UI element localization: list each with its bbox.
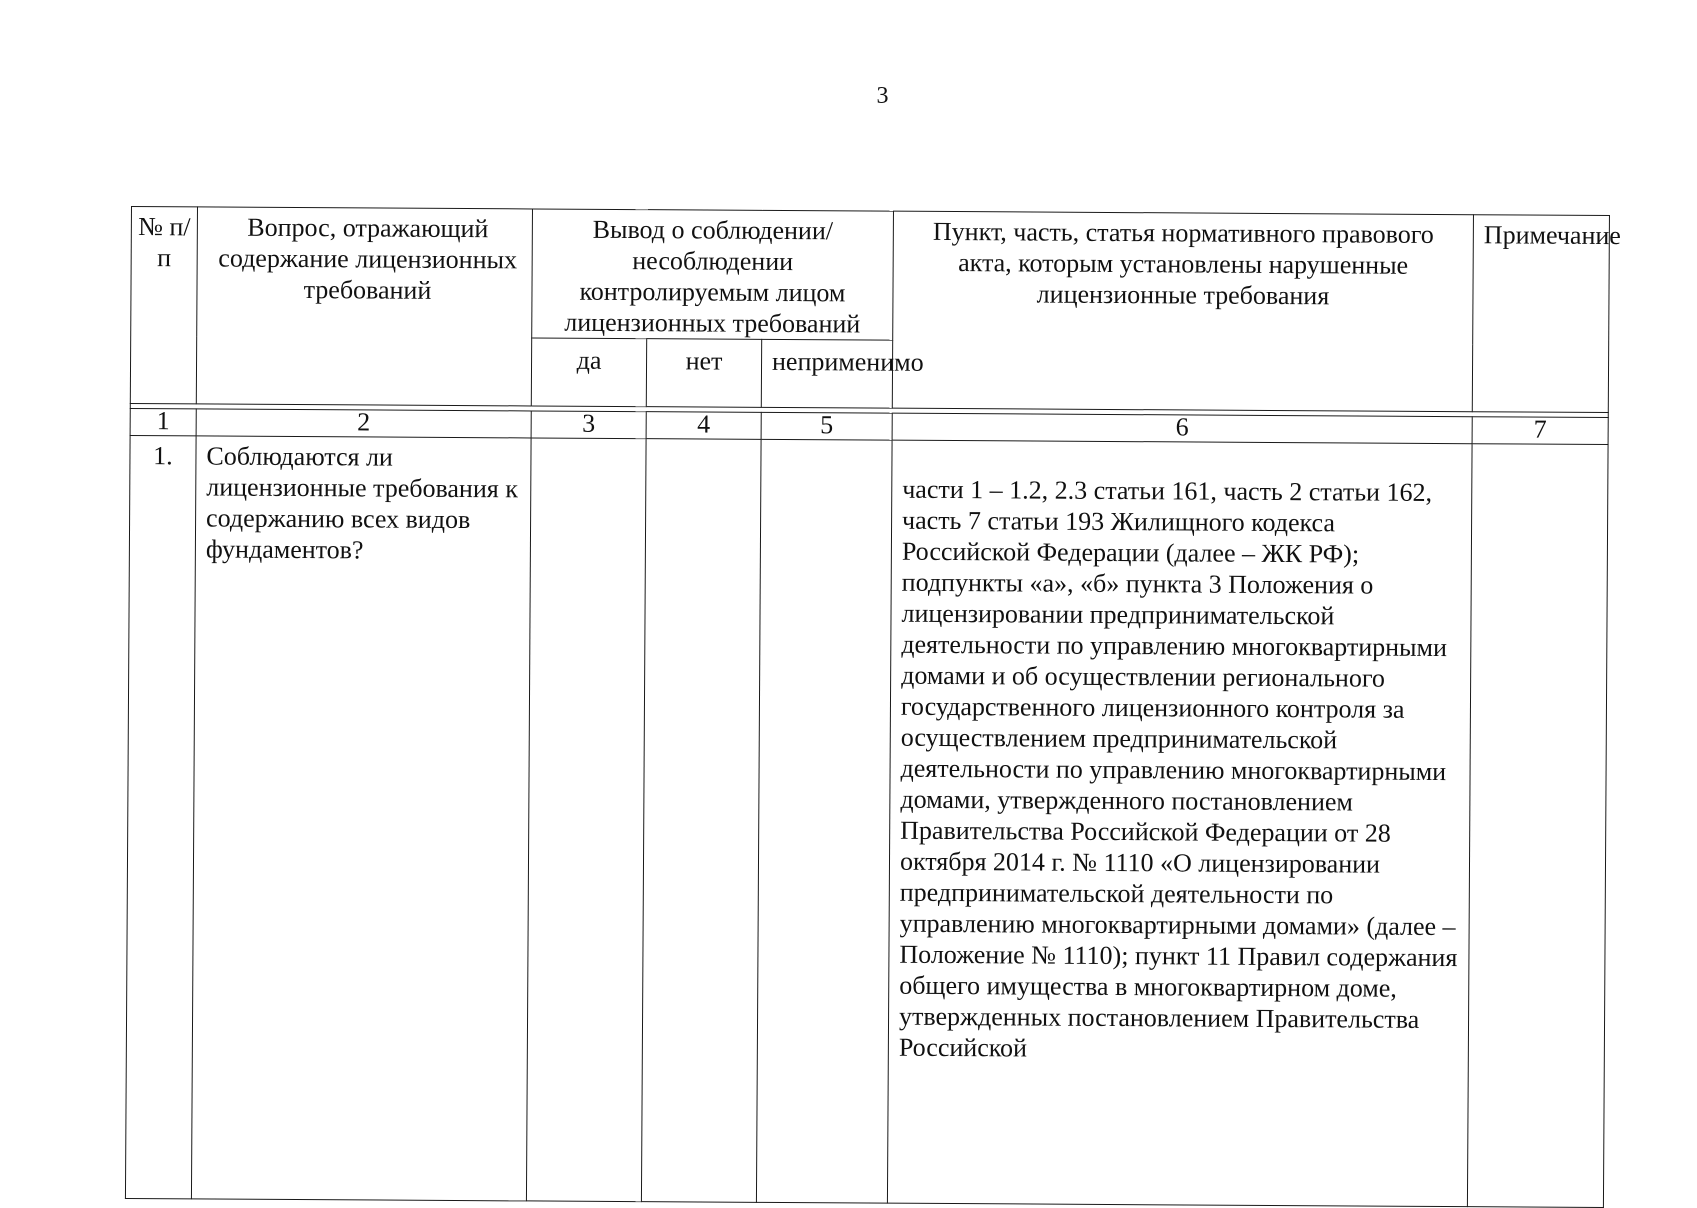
header-note: Примечание bbox=[1472, 215, 1609, 413]
column-number: 2 bbox=[196, 409, 531, 438]
column-number: 1 bbox=[130, 408, 196, 435]
row-no-cell bbox=[641, 439, 761, 1203]
column-number: 4 bbox=[646, 412, 761, 440]
row-note bbox=[1467, 444, 1608, 1208]
row-number: 1. bbox=[125, 435, 196, 1198]
row-yes-cell bbox=[526, 438, 646, 1202]
row-question: Соблюдаются ли лицензионные требования к содержанию всех видов фундаментов? bbox=[191, 436, 531, 1201]
table-row bbox=[125, 435, 1608, 1207]
row-legal-basis bbox=[887, 440, 1472, 1207]
header-yes: да bbox=[531, 338, 646, 407]
header-conclusion-group: Вывод о соблюдении/ несоблюдении контролируемым лицом лицензионных требований bbox=[532, 209, 894, 340]
header-legal-basis: Пункт, часть, статья нормативного правового акта, которым установлены нарушенные лицензионные требования bbox=[892, 211, 1473, 412]
row-not-applicable-cell bbox=[756, 439, 892, 1203]
header-not-applicable: неприменимо bbox=[761, 339, 892, 408]
license-requirements-table bbox=[125, 206, 1621, 1208]
column-number: 6 bbox=[892, 413, 1472, 444]
header-row-1 bbox=[131, 207, 1610, 345]
header-row-number: № п/п bbox=[130, 207, 197, 404]
header-no: нет bbox=[646, 339, 761, 408]
page-number: 3 bbox=[876, 83, 889, 109]
column-number: 5 bbox=[761, 412, 892, 440]
column-number: 3 bbox=[531, 411, 646, 439]
column-number: 7 bbox=[1472, 417, 1608, 445]
legal-basis-text: части 1 – 1.2, 2.3 статьи 161, часть 2 статьи 162, часть 7 статьи 193 Жилищного кодекса Российской Федерации (далее – ЖК РФ); подпункты «а», «б» пункта 3 Положения о лицензировании предпринимательской деятельности по управлению многоквартирными домами и об осуществлении регионального государственного лицензионного контроля за осуществлением предпринимательской деятельности по управлению многоквартирными домами, утвержденного постановлением Правительства Российской Федерации от 28 октября 2014 г. № 1110 «О лицензировании предпринимательской деятельности по управлению многоквартирными домами» (далее – Положение № 1110); пункт 11 Правил содержания общего имущества в многоквартирном доме, утвержденных постановлением Правительства Российской bbox=[898, 474, 1458, 1063]
header-question: Вопрос, отражающий содержание лицензионных требований bbox=[196, 207, 532, 406]
